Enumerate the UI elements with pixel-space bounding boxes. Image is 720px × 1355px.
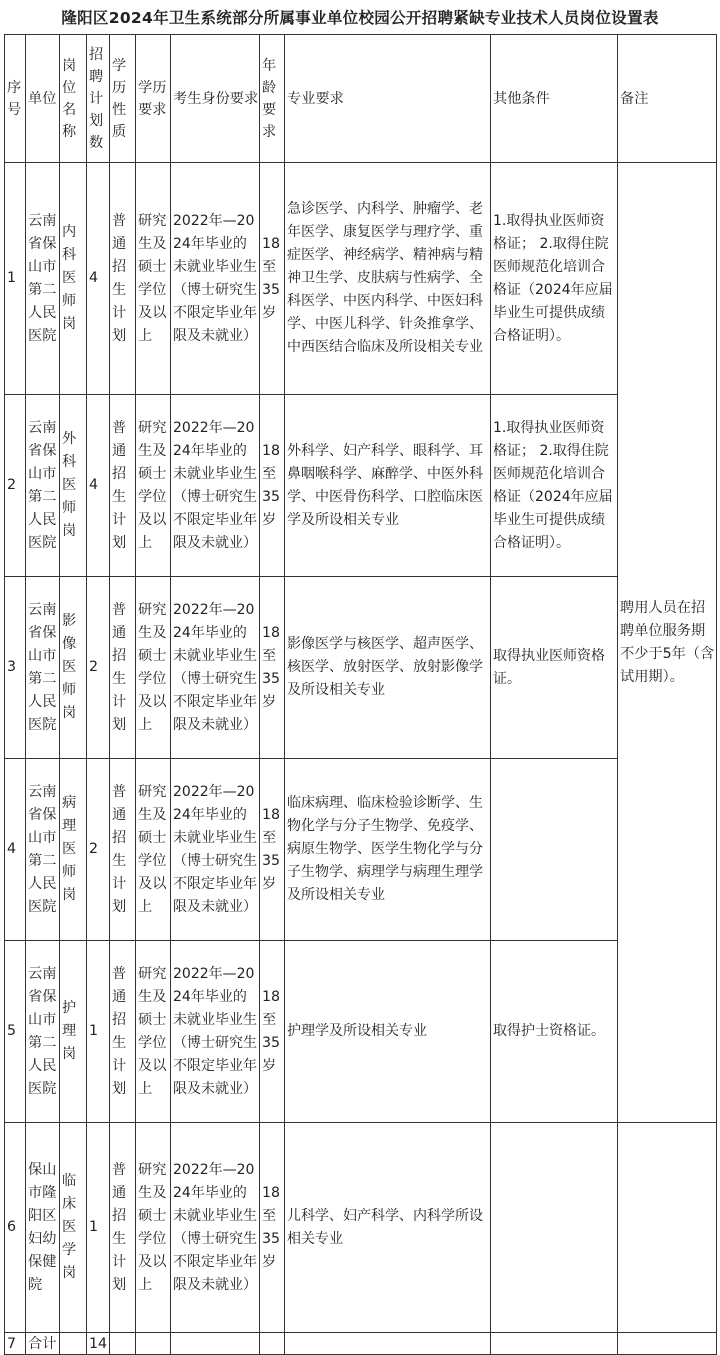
cell-identity: 2022年—2024年毕业的未就业毕业生（博士研究生不限定毕业年限及未就业） bbox=[171, 163, 260, 395]
cell-edu-type: 普通招生计划 bbox=[110, 1123, 136, 1333]
cell-index: 2 bbox=[5, 395, 26, 577]
header-unit: 单位 bbox=[26, 35, 60, 163]
header-note: 备注 bbox=[618, 35, 717, 163]
cell-note: 聘用人员在招聘单位服务期不少于5年（含试用期）。 bbox=[618, 163, 717, 1123]
cell-plan: 4 bbox=[87, 395, 110, 577]
cell-position: 影像医师岗 bbox=[60, 577, 87, 759]
cell-unit: 云南省保山市第二人民医院 bbox=[26, 163, 60, 395]
header-major: 专业要求 bbox=[285, 35, 491, 163]
table-row bbox=[5, 577, 717, 759]
cell-identity: 2022年—2024年毕业的未就业毕业生（博士研究生不限定毕业年限及未就业） bbox=[171, 577, 260, 759]
cell-other: 取得执业医师资格证。 bbox=[491, 577, 618, 759]
document-title: 隆阳区2024年卫生系统部分所属事业单位校园公开招聘紧缺专业技术人员岗位设置表 bbox=[61, 9, 659, 27]
total-empty bbox=[618, 1333, 717, 1355]
cell-other: 1.取得执业医师资格证； 2.取得住院医师规范化培训合格证（2024年应届毕业生可提供成绩合格证明）。 bbox=[491, 395, 618, 577]
cell-age: 18至35岁 bbox=[260, 1123, 285, 1333]
cell-edu-type: 普通招生计划 bbox=[110, 163, 136, 395]
cell-edu-req: 研究生及硕士学位及以上 bbox=[136, 577, 171, 759]
cell-other bbox=[491, 1123, 618, 1333]
cell-position: 护理岗 bbox=[60, 941, 87, 1123]
cell-position: 外科医师岗 bbox=[60, 395, 87, 577]
cell-unit: 云南省保山市第二人民医院 bbox=[26, 941, 60, 1123]
cell-major: 急诊医学、内科学、肿瘤学、老年医学、康复医学与理疗学、重症医学、神经病学、精神病与精神卫生学、皮肤病与性病学、全科医学、中医内科学、中医妇科学、中医儿科学、针灸推拿学、中西医结合临床及所设相关专业 bbox=[285, 163, 491, 395]
total-row bbox=[5, 1333, 717, 1355]
total-empty bbox=[60, 1333, 87, 1355]
header-edu-type: 学历性质 bbox=[110, 35, 136, 163]
cell-major: 影像医学与核医学、超声医学、核医学、放射医学、放射影像学及所设相关专业 bbox=[285, 577, 491, 759]
cell-other: 1.取得执业医师资格证； 2.取得住院医师规范化培训合格证（2024年应届毕业生可提供成绩合格证明）。 bbox=[491, 163, 618, 395]
cell-position: 病理医师岗 bbox=[60, 759, 87, 941]
positions-table bbox=[4, 34, 717, 1355]
cell-index: 3 bbox=[5, 577, 26, 759]
cell-major: 护理学及所设相关专业 bbox=[285, 941, 491, 1123]
header-identity: 考生身份要求 bbox=[171, 35, 260, 163]
cell-edu-req: 研究生及硕士学位及以上 bbox=[136, 163, 171, 395]
table-row bbox=[5, 395, 717, 577]
table-row bbox=[5, 1123, 717, 1333]
cell-index: 5 bbox=[5, 941, 26, 1123]
cell-edu-req: 研究生及硕士学位及以上 bbox=[136, 759, 171, 941]
cell-plan: 4 bbox=[87, 163, 110, 395]
cell-other: 取得护士资格证。 bbox=[491, 941, 618, 1123]
header-index: 序号 bbox=[5, 35, 26, 163]
cell-plan: 2 bbox=[87, 759, 110, 941]
cell-plan: 2 bbox=[87, 577, 110, 759]
cell-age: 18至35岁 bbox=[260, 577, 285, 759]
cell-unit: 云南省保山市第二人民医院 bbox=[26, 577, 60, 759]
total-empty bbox=[136, 1333, 171, 1355]
cell-edu-req: 研究生及硕士学位及以上 bbox=[136, 1123, 171, 1333]
cell-identity: 2022年—2024年毕业的未就业毕业生（博士研究生不限定毕业年限及未就业） bbox=[171, 941, 260, 1123]
table-row bbox=[5, 163, 717, 395]
cell-edu-req: 研究生及硕士学位及以上 bbox=[136, 941, 171, 1123]
total-empty bbox=[110, 1333, 136, 1355]
total-index: 7 bbox=[5, 1333, 26, 1355]
cell-age: 18至35岁 bbox=[260, 163, 285, 395]
cell-identity: 2022年—2024年毕业的未就业毕业生（博士研究生不限定毕业年限及未就业） bbox=[171, 1123, 260, 1333]
cell-index: 4 bbox=[5, 759, 26, 941]
cell-index: 1 bbox=[5, 163, 26, 395]
cell-plan: 1 bbox=[87, 941, 110, 1123]
header-position: 岗位名称 bbox=[60, 35, 87, 163]
cell-note-empty bbox=[618, 1123, 717, 1333]
cell-unit: 保山市隆阳区妇幼保健院 bbox=[26, 1123, 60, 1333]
total-label: 合计 bbox=[26, 1333, 60, 1355]
cell-edu-type: 普通招生计划 bbox=[110, 759, 136, 941]
total-empty bbox=[260, 1333, 285, 1355]
cell-age: 18至35岁 bbox=[260, 759, 285, 941]
cell-edu-req: 研究生及硕士学位及以上 bbox=[136, 395, 171, 577]
cell-age: 18至35岁 bbox=[260, 395, 285, 577]
cell-major: 临床病理、临床检验诊断学、生物化学与分子生物学、免疫学、病原生物学、医学生物化学与分子生物学、病理学与病理生理学及所设相关专业 bbox=[285, 759, 491, 941]
header-age: 年龄要求 bbox=[260, 35, 285, 163]
cell-unit: 云南省保山市第二人民医院 bbox=[26, 759, 60, 941]
cell-plan: 1 bbox=[87, 1123, 110, 1333]
cell-edu-type: 普通招生计划 bbox=[110, 941, 136, 1123]
cell-identity: 2022年—2024年毕业的未就业毕业生（博士研究生不限定毕业年限及未就业） bbox=[171, 395, 260, 577]
cell-position: 临床医学岗 bbox=[60, 1123, 87, 1333]
cell-major: 儿科学、妇产科学、内科学所设相关专业 bbox=[285, 1123, 491, 1333]
total-empty bbox=[171, 1333, 260, 1355]
total-empty bbox=[491, 1333, 618, 1355]
header-edu-req: 学历要求 bbox=[136, 35, 171, 163]
cell-edu-type: 普通招生计划 bbox=[110, 395, 136, 577]
cell-major: 外科学、妇产科学、眼科学、耳鼻咽喉科学、麻醉学、中医外科学、中医骨伤科学、口腔临床医学及所设相关专业 bbox=[285, 395, 491, 577]
cell-index: 6 bbox=[5, 1123, 26, 1333]
cell-unit: 云南省保山市第二人民医院 bbox=[26, 395, 60, 577]
total-empty bbox=[285, 1333, 491, 1355]
cell-edu-type: 普通招生计划 bbox=[110, 577, 136, 759]
cell-age: 18至35岁 bbox=[260, 941, 285, 1123]
total-plan: 14 bbox=[87, 1333, 110, 1355]
table-row bbox=[5, 759, 717, 941]
cell-identity: 2022年—2024年毕业的未就业毕业生（博士研究生不限定毕业年限及未就业） bbox=[171, 759, 260, 941]
cell-position: 内科医师岗 bbox=[60, 163, 87, 395]
header-plan: 招聘计划数 bbox=[87, 35, 110, 163]
table-row bbox=[5, 941, 717, 1123]
header-other: 其他条件 bbox=[491, 35, 618, 163]
header-row bbox=[5, 35, 717, 163]
cell-other bbox=[491, 759, 618, 941]
